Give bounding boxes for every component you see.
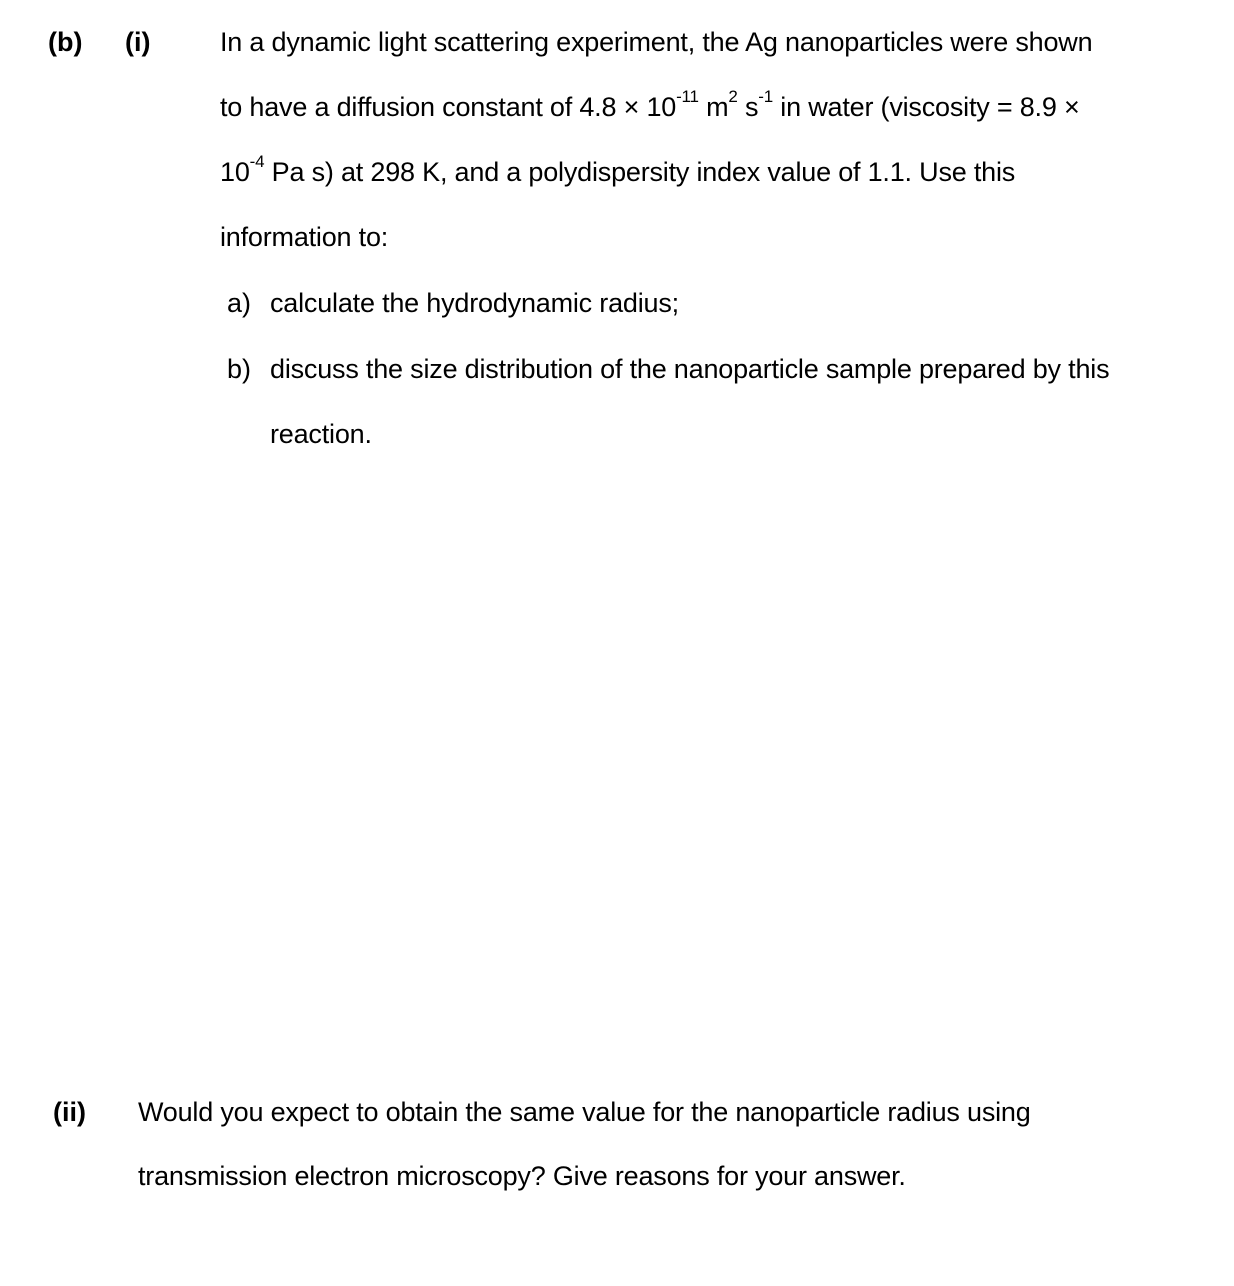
question-ii-line-1: Would you expect to obtain the same value for the nanoparticle radius using [138, 1097, 1031, 1127]
exponent: -4 [249, 152, 265, 171]
text-segment: m [698, 92, 729, 122]
exponent: -1 [758, 87, 773, 106]
task-b-marker: b) [227, 354, 252, 384]
text-segment: s [737, 92, 759, 122]
text-segment: Pa s) at 298 K, and a polydispersity index value of 1.1. Use this [264, 157, 1016, 187]
text-segment: in water (viscosity = 8.9 × [773, 92, 1080, 122]
question-i-line-1: In a dynamic light scattering experiment, the Ag nanoparticles were shown [220, 27, 1093, 57]
sub-part-ii-label: (ii) [53, 1097, 86, 1127]
question-ii-line-2: transmission electron microscopy? Give reasons for your answer. [138, 1161, 906, 1191]
question-i-line-4: information to: [220, 222, 389, 252]
part-b-label: (b) [48, 27, 83, 57]
task-b-text-line-2: reaction. [270, 419, 372, 449]
exponent: 2 [728, 87, 738, 106]
task-a-marker: a) [227, 288, 252, 318]
text-segment: to have a diffusion constant of 4.8 × 10 [220, 92, 677, 122]
exponent: -11 [676, 87, 699, 106]
question-i-line-3 [220, 152, 1016, 188]
task-b-text-line-1: discuss the size distribution of the nanoparticle sample prepared by this [270, 354, 1110, 384]
question-i-line-2 [220, 87, 1080, 123]
text-segment: 10 [220, 157, 250, 187]
sub-part-i-label: (i) [125, 27, 151, 57]
task-a-text: calculate the hydrodynamic radius; [270, 288, 679, 318]
